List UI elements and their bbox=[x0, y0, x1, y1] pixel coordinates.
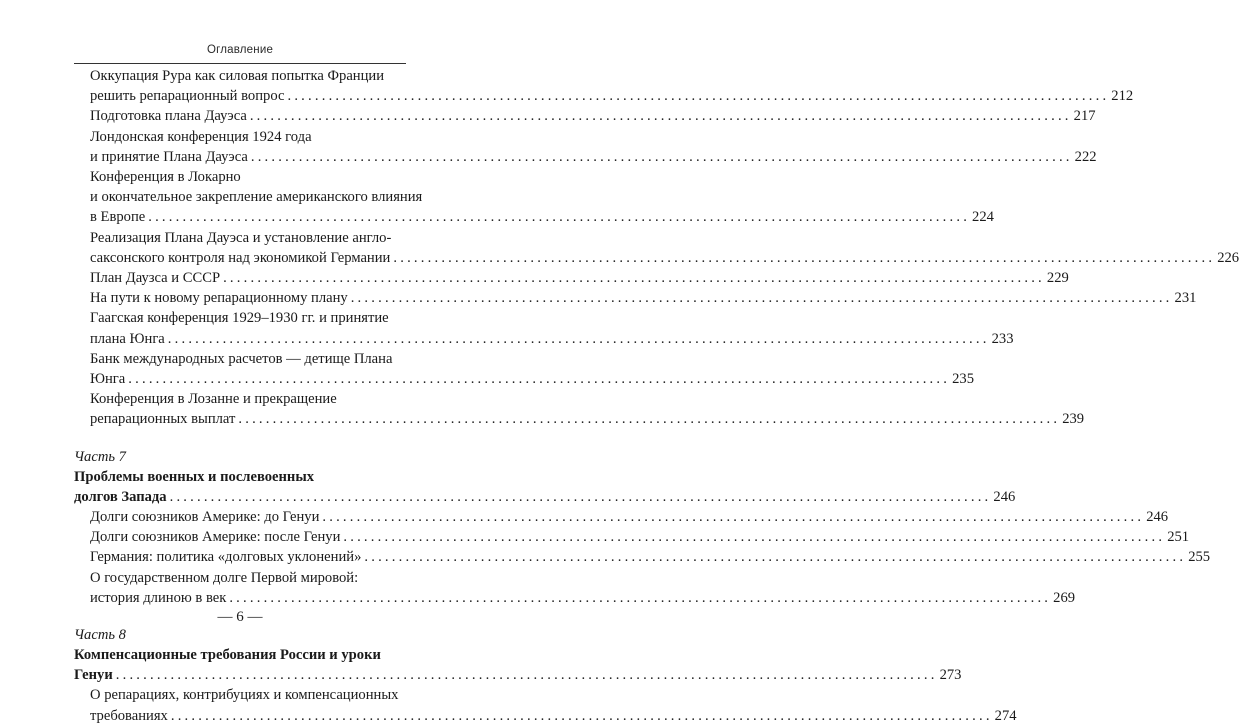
toc-group-continued bbox=[74, 66, 1239, 430]
toc-entry[interactable] bbox=[74, 645, 962, 685]
toc-page-number: 269 bbox=[1053, 589, 1076, 606]
toc-entry-line: Подготовка плана Дауэса bbox=[90, 108, 247, 125]
toc-entry[interactable] bbox=[74, 228, 1239, 268]
toc-entry-line: и принятие Плана Дауэса bbox=[90, 148, 248, 165]
toc-entry[interactable] bbox=[74, 527, 1190, 547]
toc-page-number: 255 bbox=[1188, 549, 1211, 566]
toc-entry[interactable] bbox=[74, 389, 1085, 429]
part-7-label: Часть 7 bbox=[74, 448, 126, 465]
toc-page-number: 217 bbox=[1073, 108, 1096, 125]
dot-leader: ........................................................................................................................ bbox=[350, 290, 1173, 307]
toc-entry-line: Лондонская конференция 1924 года bbox=[90, 128, 312, 145]
toc-entry-line: Гаагская конференция 1929–1930 гг. и принятие bbox=[90, 310, 389, 327]
toc-page-number: 231 bbox=[1174, 290, 1197, 307]
toc-page-number: 222 bbox=[1074, 148, 1097, 165]
dot-leader: ........................................................................................................................ bbox=[128, 371, 951, 388]
dot-leader: ........................................................................................................................ bbox=[393, 249, 1216, 266]
toc-entry[interactable] bbox=[74, 66, 1134, 106]
toc-entry-line: история длиною в век bbox=[90, 589, 227, 606]
toc-entry-line: На пути к новому репарационному плану bbox=[90, 290, 348, 307]
toc-entry-line: Реализация Плана Дауэса и установление англо- bbox=[90, 229, 392, 246]
part-8-title bbox=[74, 645, 962, 685]
toc-page-number: 239 bbox=[1062, 411, 1085, 428]
toc-entry-line: Германия: политика «долговых уклонений» bbox=[90, 549, 362, 566]
table-of-contents bbox=[74, 66, 1239, 726]
toc-page-number: 274 bbox=[994, 707, 1017, 724]
part-8-entries bbox=[74, 685, 1017, 725]
toc-entry-line: Долги союзников Америке: до Генуи bbox=[90, 509, 320, 526]
dot-leader: ........................................................................................................................ bbox=[287, 88, 1110, 105]
dot-leader: ........................................................................................................................ bbox=[229, 589, 1052, 606]
toc-page-number: 224 bbox=[972, 209, 994, 226]
toc-entry-line: Банк международных расчетов — детище Плана bbox=[90, 350, 393, 367]
toc-entry-line: О репарациях, контрибуциях и компенсационных bbox=[90, 687, 399, 704]
toc-entry-line: долгов Запада bbox=[74, 488, 167, 505]
toc-entry-line: Конференция в Локарно bbox=[90, 169, 241, 186]
toc-page-number: 229 bbox=[1046, 270, 1069, 287]
page-number: — 6 — bbox=[217, 609, 263, 625]
toc-entry-line: Конференция в Лозанне и прекращение bbox=[90, 391, 337, 408]
toc-entry-line: саксонского контроля над экономикой Германии bbox=[90, 249, 391, 266]
toc-entry-line: Генуи bbox=[74, 667, 113, 684]
toc-page-number: 212 bbox=[1111, 88, 1134, 105]
dot-leader: ........................................................................................................................ bbox=[223, 270, 1045, 287]
toc-entry-line: и окончательное закрепление американского влияния bbox=[90, 189, 423, 206]
dot-leader: ........................................................................................................................ bbox=[167, 330, 990, 347]
dot-leader: ........................................................................................................................ bbox=[148, 209, 971, 226]
part-7-entries bbox=[74, 507, 1211, 608]
toc-entry-line: в Европе bbox=[90, 209, 146, 226]
part-7-title bbox=[74, 467, 1016, 507]
dot-leader: ........................................................................................................................ bbox=[249, 108, 1072, 125]
toc-page-number: 251 bbox=[1167, 529, 1190, 546]
toc-page-number: 226 bbox=[1217, 249, 1239, 266]
dot-leader: ........................................................................................................................ bbox=[170, 707, 993, 724]
toc-entry[interactable] bbox=[74, 547, 1211, 567]
toc-entry-line: плана Юнга bbox=[90, 330, 165, 347]
running-header: Оглавление bbox=[206, 44, 274, 56]
toc-entry[interactable] bbox=[74, 167, 994, 228]
toc-entry-line: Долги союзников Америке: после Генуи bbox=[90, 529, 341, 546]
toc-entry[interactable] bbox=[74, 349, 974, 389]
toc-page-number: 273 bbox=[939, 667, 962, 684]
dot-leader: ........................................................................................................................ bbox=[250, 148, 1073, 165]
dot-leader: ........................................................................................................................ bbox=[238, 411, 1061, 428]
dot-leader: ........................................................................................................................ bbox=[115, 667, 938, 684]
dot-leader: ........................................................................................................................ bbox=[169, 488, 992, 505]
part-8-label: Часть 8 bbox=[74, 627, 126, 644]
toc-entry-line: О государственном долге Первой мировой: bbox=[90, 569, 359, 586]
toc-page-number: 246 bbox=[993, 488, 1016, 505]
dot-leader: ........................................................................................................................ bbox=[343, 529, 1166, 546]
toc-entry-line: Оккупация Рура как силовая попытка Франции bbox=[90, 68, 385, 84]
toc-entry[interactable] bbox=[74, 568, 1076, 608]
toc-entry-line: репарационных выплат bbox=[90, 411, 236, 428]
dot-leader: ........................................................................................................................ bbox=[364, 549, 1187, 566]
toc-entry-line: Компенсационные требования России и уроки bbox=[74, 647, 381, 664]
toc-entry[interactable] bbox=[74, 127, 1097, 167]
toc-page-number: 246 bbox=[1146, 509, 1169, 526]
toc-page-number: 233 bbox=[991, 330, 1014, 347]
toc-entry[interactable] bbox=[74, 106, 1096, 126]
toc-entry-line: решить репарационный вопрос bbox=[90, 88, 285, 105]
header-rule bbox=[74, 63, 406, 64]
toc-entry[interactable] bbox=[74, 507, 1169, 527]
toc-entry[interactable] bbox=[74, 268, 1069, 288]
toc-entry-line: Юнга bbox=[90, 371, 126, 388]
dot-leader: ........................................................................................................................ bbox=[322, 509, 1145, 526]
toc-entry-line: План Даузса и СССР bbox=[90, 270, 221, 287]
toc-entry[interactable] bbox=[74, 288, 1197, 308]
toc-entry-line: требованиях bbox=[90, 707, 168, 724]
toc-entry[interactable] bbox=[74, 467, 1016, 507]
toc-entry-line: Проблемы военных и послевоенных bbox=[74, 468, 315, 485]
toc-page-number: 235 bbox=[952, 371, 974, 388]
toc-entry[interactable] bbox=[74, 308, 1014, 348]
toc-entry[interactable] bbox=[74, 685, 1017, 725]
